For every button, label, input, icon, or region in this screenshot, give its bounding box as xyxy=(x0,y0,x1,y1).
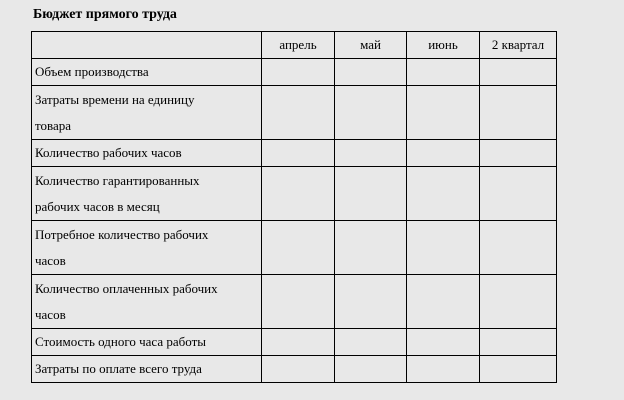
table-cell[interactable] xyxy=(480,329,557,356)
table-cell[interactable] xyxy=(262,140,335,167)
table-row xyxy=(32,356,557,383)
table-cell[interactable] xyxy=(262,86,335,140)
table-cell[interactable] xyxy=(335,140,407,167)
table-cell[interactable] xyxy=(407,329,480,356)
page-title: Бюджет прямого труда xyxy=(33,7,177,22)
table-cell[interactable] xyxy=(262,356,335,383)
table-cell[interactable] xyxy=(480,59,557,86)
table-cell[interactable] xyxy=(480,140,557,167)
table-cell[interactable] xyxy=(480,356,557,383)
row-label: Потребное количество рабочих часов xyxy=(32,221,262,275)
table-row xyxy=(32,59,557,86)
row-label: Объем производства xyxy=(32,59,262,86)
header-cell-june: июнь xyxy=(407,32,480,59)
table-row xyxy=(32,167,557,221)
table-cell[interactable] xyxy=(480,221,557,275)
row-label: Количество гарантированных рабочих часов в месяц xyxy=(32,167,262,221)
table-cell[interactable] xyxy=(262,329,335,356)
table-row xyxy=(32,275,557,329)
table-cell[interactable] xyxy=(407,140,480,167)
table-cell[interactable] xyxy=(335,59,407,86)
row-label: Затраты по оплате всего труда xyxy=(32,356,262,383)
table-cell[interactable] xyxy=(407,167,480,221)
table-header-row xyxy=(32,32,557,59)
table-cell[interactable] xyxy=(335,329,407,356)
table-cell[interactable] xyxy=(480,86,557,140)
row-label: Количество оплаченных рабочих часов xyxy=(32,275,262,329)
header-cell-may: май xyxy=(335,32,407,59)
header-cell-quarter-2: 2 квартал xyxy=(480,32,557,59)
table-row xyxy=(32,140,557,167)
header-cell-blank xyxy=(32,32,262,59)
table-cell[interactable] xyxy=(407,221,480,275)
budget-table xyxy=(31,31,557,383)
table-row xyxy=(32,221,557,275)
row-label: Количество рабочих часов xyxy=(32,140,262,167)
table-cell[interactable] xyxy=(262,167,335,221)
table-cell[interactable] xyxy=(480,275,557,329)
table-cell[interactable] xyxy=(335,275,407,329)
table-cell[interactable] xyxy=(335,356,407,383)
table-cell[interactable] xyxy=(262,275,335,329)
table-cell[interactable] xyxy=(335,221,407,275)
table-cell[interactable] xyxy=(407,59,480,86)
table-cell[interactable] xyxy=(262,59,335,86)
table-cell[interactable] xyxy=(407,86,480,140)
table-cell[interactable] xyxy=(407,356,480,383)
row-label: Затраты времени на единицу товара xyxy=(32,86,262,140)
table-cell[interactable] xyxy=(335,86,407,140)
table-cell[interactable] xyxy=(407,275,480,329)
row-label: Стоимость одного часа работы xyxy=(32,329,262,356)
table-cell[interactable] xyxy=(480,167,557,221)
table-row xyxy=(32,86,557,140)
table-cell[interactable] xyxy=(335,167,407,221)
header-cell-april: апрель xyxy=(262,32,335,59)
table-row xyxy=(32,329,557,356)
table-cell[interactable] xyxy=(262,221,335,275)
